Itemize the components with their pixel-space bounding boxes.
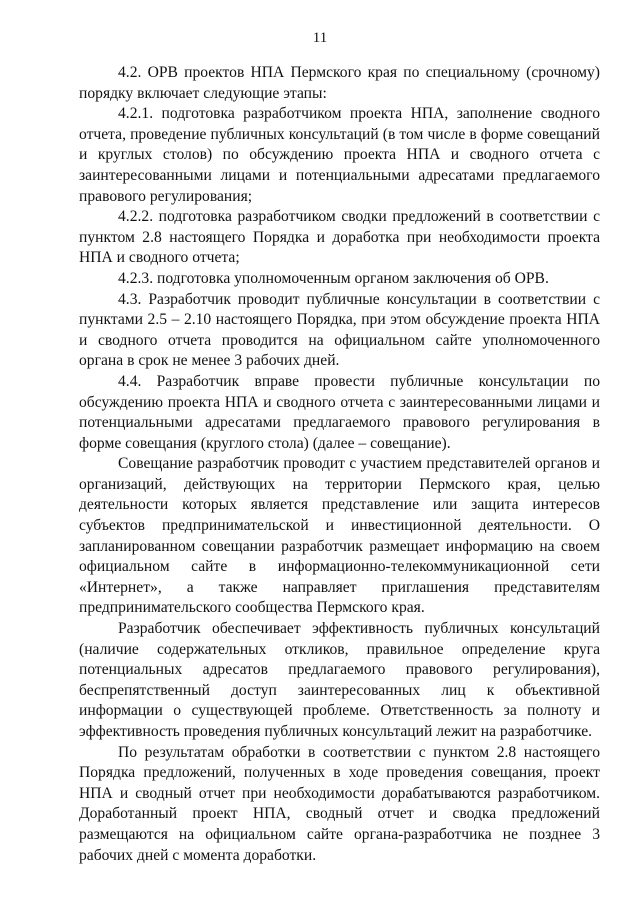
paragraph-meeting: Совещание разработчик проводит с участием представителей органов и организаций, действующих на территории Пермского края, целью деятельности которых является представление или защита интересов субъектов предпринимательской и инвестиционной деятельности. О запланированном совещании разработчик размещает информацию на своем официальном сайте в информационно-телекоммуникационной сети «Интернет», а также направляет приглашения представителям предпринимательского сообщества Пермского края. [79,455,600,617]
document-body [79,63,600,866]
paragraph-4-2: 4.2. ОРВ проектов НПА Пермского края по специальному (срочному) порядку включает следующие этапы: [79,64,600,102]
paragraph-4-4: 4.4. Разработчик вправе провести публичные консультации по обсуждению проекта НПА и сводного отчета с заинтересованными лицами и потенциальными адресатами предлагаемого правового регулирования в форме совещания (круглого стола) (далее – совещание). [79,372,600,452]
paragraph-4-2-2: 4.2.2. подготовка разработчиком сводки предложений в соответствии с пунктом 2.8 настоящего Порядка и доработка при необходимости проекта НПА и сводного отчета; [79,208,600,267]
paragraph-4-2-1: 4.2.1. подготовка разработчиком проекта НПА, заполнение сводного отчета, проведение публичных консультаций (в том числе в форме совещаний и круглых столов) по обсуждению проекта НПА и сводного отчета с заинтересованными лицами и потенциальными адресатами предлагаемого правового регулирования; [79,105,600,205]
paragraph-results: По результатам обработки в соответствии с пунктом 2.8 настоящего Порядка предложений, полученных в ходе проведения совещания, проект НПА и сводный отчет при необходимости дорабатываются разработчиком. Доработанный проект НПА, сводный отчет и сводка предложений размещаются на официальном сайте органа-разработчика не позднее 3 рабочих дней с момента доработки. [79,743,600,864]
page-number: 11 [312,30,328,46]
paragraph-effectiveness: Разработчик обеспечивает эффективность публичных консультаций (наличие содержательных откликов, правильное определение круга потенциальных адресатов предлагаемого правового регулирования), беспрепятственный доступ заинтересованных лиц к объективной информации о существующей проблеме. Ответственность за полноту и эффективность проведения публичных консультаций лежит на разработчике. [79,620,600,740]
paragraph-4-3: 4.3. Разработчик проводит публичные консультации в соответствии с пунктами 2.5 – 2.10 настоящего Порядка, при этом обсуждение проекта НПА и сводного отчета проводится на официальном сайте уполномоченного органа в срок не менее 3 рабочих дней. [79,290,600,370]
paragraph-4-2-3: 4.2.3. подготовка уполномоченным органом заключения об ОРВ. [118,269,549,287]
